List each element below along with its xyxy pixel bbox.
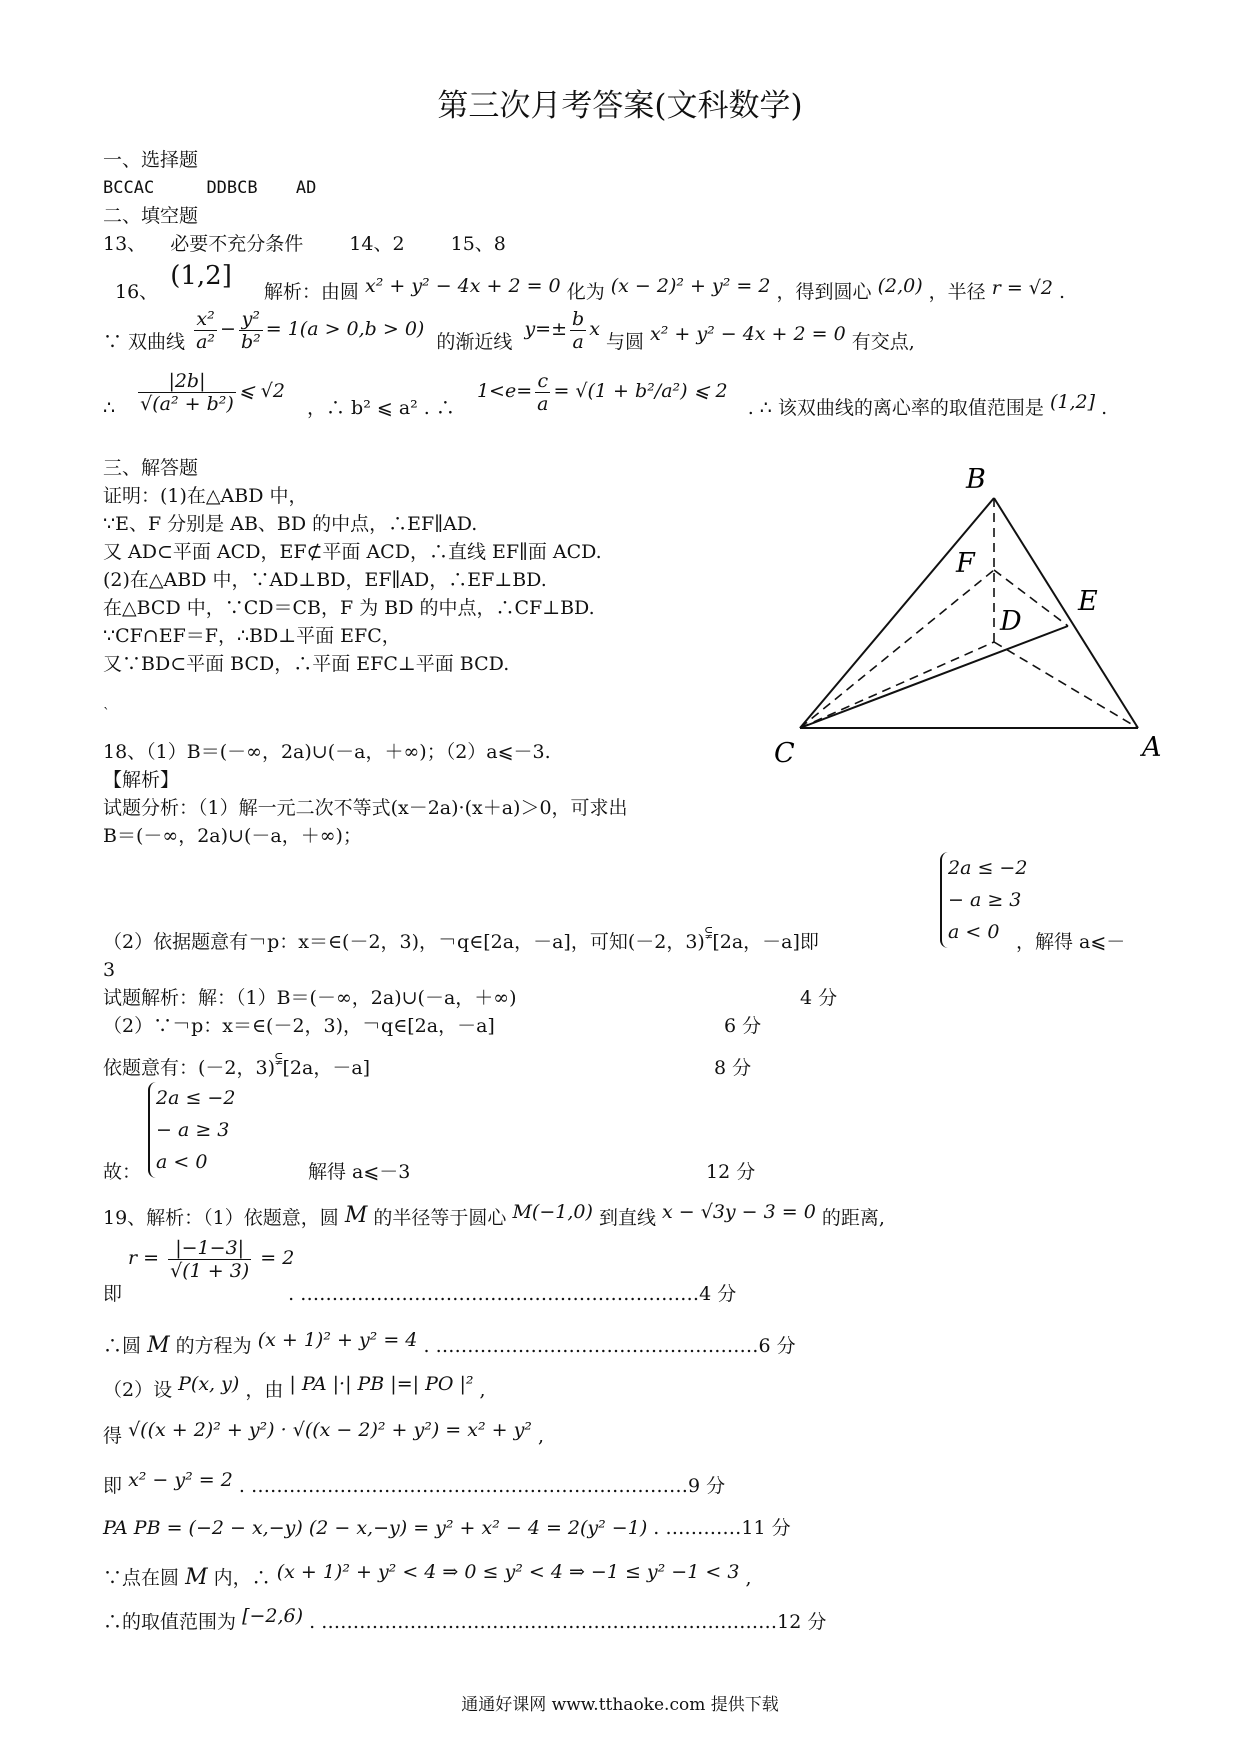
section-solve-heading: 三、解答题: [103, 457, 199, 479]
inequality-system: [148, 1082, 235, 1178]
q19-dots-score: . ………………………………………………………4 分: [288, 1283, 737, 1305]
q19-line-3: [103, 1329, 796, 1358]
q19-line-7: [103, 1516, 791, 1540]
q18-line: （2）∵￢p：x＝∈(－2，3)，￢q∈[2a，－a]: [103, 1015, 495, 1037]
q16-text: 有交点,: [851, 331, 915, 353]
asymptote-suffix: x: [589, 318, 600, 340]
distance-product-equation: √((x + 2)² + y²) · √((x − 2)² + y²) = x² + y²: [128, 1419, 532, 1441]
frac-den: √(1 + 3): [170, 1259, 250, 1282]
q17-line: 在△BCD 中，∵CD＝CB，F 为 BD 的中点，∴CF⊥BD.: [103, 597, 595, 619]
vertex-label-d: D: [1000, 606, 1022, 637]
frac-num: c: [535, 370, 550, 393]
q19-text: ∴的取值范围为: [103, 1611, 237, 1633]
frac-den: b²: [240, 330, 261, 353]
q16-text: ，得到圆心: [776, 281, 872, 303]
q19-line-5: [103, 1419, 545, 1448]
q16-number: 16、: [115, 281, 159, 303]
q19-text: 的半径等于圆心: [373, 1207, 507, 1229]
q19-line-1: [103, 1201, 885, 1230]
q18-text: （2）依据题意有￢p：x＝∈(－2，3)，￢q∈[2a，－a]，可知(－2，3): [103, 931, 705, 953]
q18-line: ，解得 a⩽－: [1016, 931, 1126, 953]
q16-line-1: [115, 261, 1066, 304]
q19-text: ∴圆: [103, 1335, 142, 1357]
q17-line: 又∵BD⊂平面 BCD，∴平面 EFC⊥平面 BCD.: [103, 653, 510, 675]
frac-den: √(a² + b²): [140, 392, 234, 415]
radius-value: = 2: [260, 1247, 295, 1269]
q18-text: [2a，－a]即: [712, 931, 819, 953]
edge-da: [994, 642, 1138, 728]
q18-line: [103, 1049, 371, 1081]
frac-den: a: [537, 392, 549, 415]
q18-line: 试题解析：解：（1）B＝(－∞，2a)∪(－a，＋∞): [103, 987, 517, 1009]
system-row: − a ≥ 3: [156, 1119, 230, 1141]
q16-text: ∵ 双曲线: [103, 331, 186, 353]
q16-answer: (1,2]: [170, 261, 232, 291]
q16-text: 与圆: [605, 331, 644, 353]
q16-text: ，∴ b² ⩽ a² . ∴: [307, 397, 455, 419]
circle-radius: r = √2: [991, 277, 1053, 299]
q18-line: [103, 923, 819, 955]
q18-line: B＝(－∞，2a)∪(－a，＋∞)；: [103, 825, 362, 847]
mc-answers: [103, 176, 316, 200]
frac-num: y²: [239, 308, 263, 331]
q19-dots-score: . ……………………………………………………………9 分: [238, 1475, 726, 1497]
q19-text: 到直线: [598, 1207, 656, 1229]
q16-text: . ∴ 该双曲线的离心率的取值范围是: [747, 397, 1044, 419]
q19-text: 得: [103, 1425, 123, 1447]
system-row: 2a ≤ −2: [948, 857, 1028, 879]
stray-mark: `: [103, 706, 110, 722]
section-choice-heading: 一、选择题: [103, 149, 199, 171]
vertex-label-e: E: [1078, 586, 1098, 617]
circle-center: (2,0): [877, 275, 923, 297]
mc-group-2: DDBCB: [206, 178, 258, 198]
score: 4 分: [800, 987, 838, 1009]
q19-text: ,: [537, 1425, 545, 1447]
q16-text: 化为: [566, 281, 605, 303]
locus-equation: x² − y² = 2: [128, 1469, 233, 1491]
ecc-rhs: = √(1 + b²/a²) ⩽ 2: [553, 380, 728, 402]
q14-answer: 14、2: [349, 233, 405, 255]
q18-line: 【解析】: [103, 769, 180, 791]
circle-equation: x² + y² − 4x + 2 = 0: [364, 275, 561, 297]
edge-cd: [800, 642, 994, 728]
edge-ce: [800, 626, 1068, 728]
q19-dots-score: . ……………………………………………6 分: [423, 1335, 796, 1357]
tetrahedron-figure: [760, 460, 1180, 780]
q19-text: 19、解析：（1）依题意，圆: [103, 1207, 339, 1229]
product-condition: | PA |·| PB |=| PO |²: [289, 1373, 474, 1395]
q16-text: .: [1059, 281, 1066, 303]
q19-text: 的距离,: [821, 1207, 885, 1229]
hyperbola-equation: [191, 305, 424, 353]
eccentricity-range: (1,2]: [1049, 391, 1096, 413]
q13-answer: 必要不充分条件: [170, 233, 304, 255]
q19-text: ∵点在圆: [103, 1567, 180, 1589]
vertex-label-f: F: [956, 548, 975, 579]
q16-line-2: [103, 307, 915, 367]
q18-line: 18、（1）B＝(－∞，2a)∪(－a，＋∞)；（2）a⩽－3.: [103, 741, 551, 763]
frac-num: |2b|: [138, 370, 236, 393]
q19-line-6: [103, 1469, 726, 1498]
frac-den: a: [572, 330, 584, 353]
q16-text: 的渐近线: [436, 331, 513, 353]
page-title: 第三次月考答案(文科数学): [437, 88, 803, 124]
q19-text: （2）设: [103, 1379, 173, 1401]
q17-line: (2)在△ABD 中，∵AD⊥BD，EF∥AD，∴EF⊥BD.: [103, 569, 547, 591]
inequality-rhs: ⩽ √2: [238, 380, 285, 402]
q19-line-9: [103, 1605, 827, 1634]
q19-line-8: [103, 1561, 752, 1590]
circle-equation: (x + 1)² + y² = 4: [257, 1329, 418, 1351]
q18-line: 试题分析：（1）解一元二次不等式(x－2a)·(x＋a)＞0，可求出: [103, 797, 628, 819]
q19-line-4: [103, 1373, 486, 1402]
frac-num: |−1−3|: [168, 1237, 251, 1260]
radius-prefix: r =: [128, 1247, 160, 1269]
q19-text: ,: [479, 1379, 486, 1401]
q18-text: [2a，－a]: [282, 1057, 371, 1079]
section-fill-heading: 二、填空题: [103, 205, 199, 227]
circle-name: M: [147, 1333, 170, 1358]
circle-equation: x² + y² − 4x + 2 = 0: [650, 323, 846, 345]
q17-line: 证明：(1)在△ABD 中，: [103, 485, 308, 507]
q16-text: 解析：由圆: [263, 281, 359, 303]
frac-num: b: [572, 307, 585, 330]
edge-cb: [800, 498, 994, 728]
score: 6 分: [724, 1015, 762, 1037]
vertex-label-c: C: [774, 738, 795, 769]
mc-group-1: BCCAC: [103, 178, 155, 198]
q19-dots-score: . …………11 分: [653, 1517, 791, 1539]
circle-name: M: [185, 1565, 208, 1590]
eccentricity-inequality: [477, 365, 728, 417]
q18-line: 故：: [103, 1161, 142, 1183]
q19-dots-score: . ………………………………………………………………12 分: [309, 1611, 827, 1633]
q19-line-2: [103, 1282, 736, 1306]
minus-sign: −: [220, 318, 236, 340]
q19-text: 的方程为: [175, 1335, 252, 1357]
proper-subset-symbol: ⫋: [275, 1049, 283, 1069]
q15-answer: 15、8: [450, 233, 506, 255]
q17-line: ∵CF∩EF＝F，∴BD⊥平面 EFC，: [103, 625, 401, 647]
q16-text: .: [1101, 397, 1108, 419]
circle-standard-form: (x − 2)² + y² = 2: [610, 275, 771, 297]
asymptote-equation: [524, 305, 599, 353]
circle-center: M(−1,0): [512, 1201, 593, 1223]
radius-formula: [128, 1232, 294, 1284]
hyperbola-condition: = 1(a > 0,b > 0): [265, 318, 425, 340]
q19-text: ，由: [245, 1379, 284, 1401]
distance-inequality: [135, 365, 285, 417]
system-row: a < 0: [156, 1151, 208, 1173]
q19-text: ,: [745, 1567, 752, 1589]
system-row: − a ≥ 3: [948, 889, 1022, 911]
frac-den: a²: [196, 330, 216, 353]
q17-line: 又 AD⊂平面 ACD，EF⊄平面 ACD，∴直线 EF∥面 ACD.: [103, 541, 602, 563]
score: 8 分: [714, 1057, 752, 1079]
vertex-label-b: B: [966, 464, 986, 495]
system-row: 2a ≤ −2: [156, 1087, 236, 1109]
ecc-prefix: 1<e=: [476, 380, 533, 402]
inequality-system: [940, 852, 1027, 948]
q16-text: ∴: [103, 397, 116, 419]
q19-text: 内，∴: [213, 1567, 271, 1589]
q18-text: 依题意有：(－2，3): [103, 1057, 276, 1079]
q13-number: 13、: [103, 233, 147, 255]
asymptote-prefix: y=±: [524, 318, 568, 340]
range-derivation: (x + 1)² + y² < 4 ⇒ 0 ≤ y² < 4 ⇒ −1 ≤ y² −1 < 3: [276, 1561, 740, 1583]
q18-line: 解得 a⩽－3: [308, 1161, 411, 1183]
system-row: a < 0: [948, 921, 1000, 943]
vertex-label-a: A: [1142, 732, 1162, 763]
page-footer: 通通好课网 www.tthaoke.com 提供下载: [461, 1695, 779, 1715]
frac-num: x²: [194, 308, 217, 331]
proper-subset-symbol: ⫋: [704, 923, 713, 943]
q17-line: ∵E、F 分别是 AB、BD 的中点，∴EF∥AD.: [103, 513, 478, 535]
q19-text: 即: [103, 1475, 123, 1497]
fill-answers: [103, 232, 506, 256]
value-range: [−2,6): [242, 1605, 304, 1627]
edge-cf: [800, 570, 994, 728]
q18-line: 3: [103, 959, 116, 981]
score: 12 分: [706, 1161, 756, 1183]
point-p: P(x, y): [178, 1373, 240, 1395]
mc-group-3: AD: [295, 178, 317, 198]
q16-line-3: [103, 369, 1108, 435]
dot-product-equation: PA PB = (−2 − x,−y) (2 − x,−y) = y² + x² − 4 = 2(y² −1): [103, 1517, 648, 1539]
q16-text: ，半径: [928, 281, 986, 303]
line-equation: x − √3y − 3 = 0: [662, 1201, 816, 1223]
circle-name: M: [344, 1203, 368, 1228]
q19-text: 即: [103, 1283, 123, 1305]
